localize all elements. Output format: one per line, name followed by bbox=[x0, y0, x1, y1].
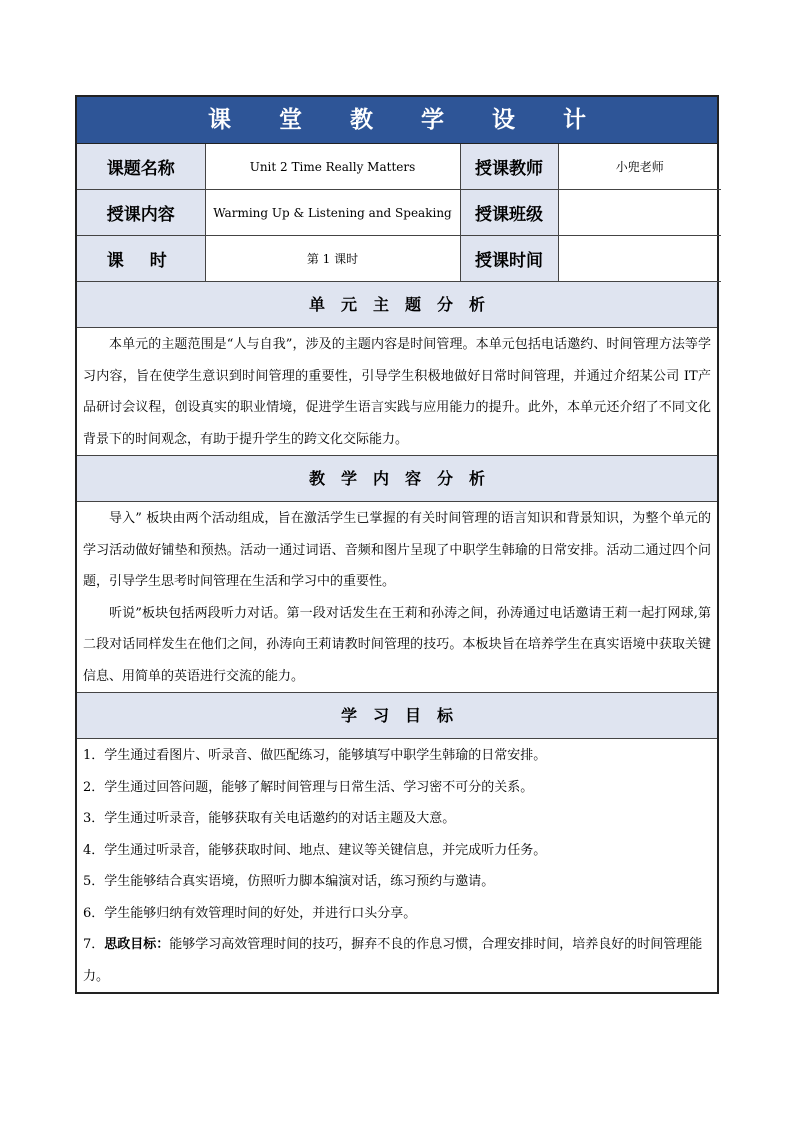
objective-item-6: 6．学生能够归纳有效管理时间的好处，并进行口头分享。 bbox=[83, 905, 417, 921]
document-title: 课 堂 教 学 设 计 bbox=[77, 97, 717, 144]
lesson-plan-document bbox=[75, 95, 719, 994]
info-row-period bbox=[77, 236, 721, 282]
unit-analysis-section bbox=[77, 328, 717, 455]
objectives-heading: 学习目标 bbox=[77, 692, 717, 739]
ideology-goal-label: 思政目标： bbox=[104, 937, 170, 952]
info-row-content bbox=[77, 190, 721, 236]
teacher-label: 授课教师 bbox=[460, 144, 558, 190]
teacher-value: 小兜老师 bbox=[558, 144, 721, 190]
content-analysis-section bbox=[77, 502, 717, 692]
period-value: 第 1 课时 bbox=[205, 236, 460, 282]
objective-item-7-prefix: 7． bbox=[83, 937, 105, 952]
objective-item-5: 5．学生能够结合真实语境，仿照听力脚本编演对话，练习预约与邀请。 bbox=[83, 874, 495, 889]
objectives-list bbox=[77, 739, 717, 992]
unit-analysis-text: 本单元的主题范围是“人与自我”，涉及的主题内容是时间管理。本单元包括电话邀约、时间管理方法等学习内容，旨在使学生意识到时间管理的重要性，引导学生积极地做好日常时间管理，并通过介绍某公司 IT产品研讨会议程，创设真实的职业情境，促进学生语言实践与应用能力的提升。此外，本单元还介绍了不同文化背景下的时间观念，有助于提升学生的跨文化交际能力。 bbox=[83, 337, 711, 447]
objective-item-3: 3．学生通过听录音，能够获取有关电话邀约的对话主题及大意。 bbox=[83, 811, 456, 826]
class-label: 授课班级 bbox=[460, 190, 558, 236]
objective-item-7-text: 能够学习高效管理时间的技巧，摒弃不良的作息习惯，合理安排时间，培养良好的时间管理能力。 bbox=[83, 937, 703, 984]
objective-item-4: 4．学生通过听录音，能够获取时间、地点、建议等关键信息，并完成听力任务。 bbox=[83, 842, 547, 858]
content-analysis-paragraph-2: 听说”板块包括两段听力对话。第一段对话发生在王莉和孙涛之间，孙涛通过电话邀请王莉一起打网球,第二段对话同样发生在他们之间，孙涛向王莉请教时间管理的技巧。本板块旨在培养学生在真实语境中获取关键信息、用简单的英语进行交流的能力。 bbox=[83, 605, 711, 684]
info-table bbox=[77, 144, 721, 282]
content-value: Warming Up & Listening and Speaking bbox=[205, 190, 460, 236]
time-value bbox=[558, 236, 721, 282]
class-value bbox=[558, 190, 721, 236]
topic-label: 课题名称 bbox=[77, 144, 205, 190]
time-label: 授课时间 bbox=[460, 236, 558, 282]
objective-item-2: 2．学生通过回答问题，能够了解时间管理与日常生活、学习密不可分的关系。 bbox=[83, 779, 534, 795]
topic-value: Unit 2 Time Really Matters bbox=[205, 144, 460, 190]
unit-analysis-heading: 单元主题分析 bbox=[77, 282, 717, 328]
content-analysis-heading: 教学内容分析 bbox=[77, 455, 717, 502]
info-row-topic bbox=[77, 144, 721, 190]
content-label: 授课内容 bbox=[77, 190, 205, 236]
period-label: 课时 bbox=[77, 236, 205, 282]
objective-item-7 bbox=[83, 929, 711, 992]
objective-item-1: 1．学生通过看图片、听录音、做匹配练习，能够填写中职学生韩瑜的日常安排。 bbox=[83, 748, 547, 763]
content-analysis-paragraph-1: 导入” 板块由两个活动组成，旨在激活学生已掌握的有关时间管理的语言知识和背景知识，为整个单元的学习活动做好铺垫和预热。活动一通过词语、音频和图片呈现了中职学生韩瑜的日常安排。活动二通过四个问题，引导学生思考时间管理在生活和学习中的重要性。 bbox=[83, 511, 711, 589]
